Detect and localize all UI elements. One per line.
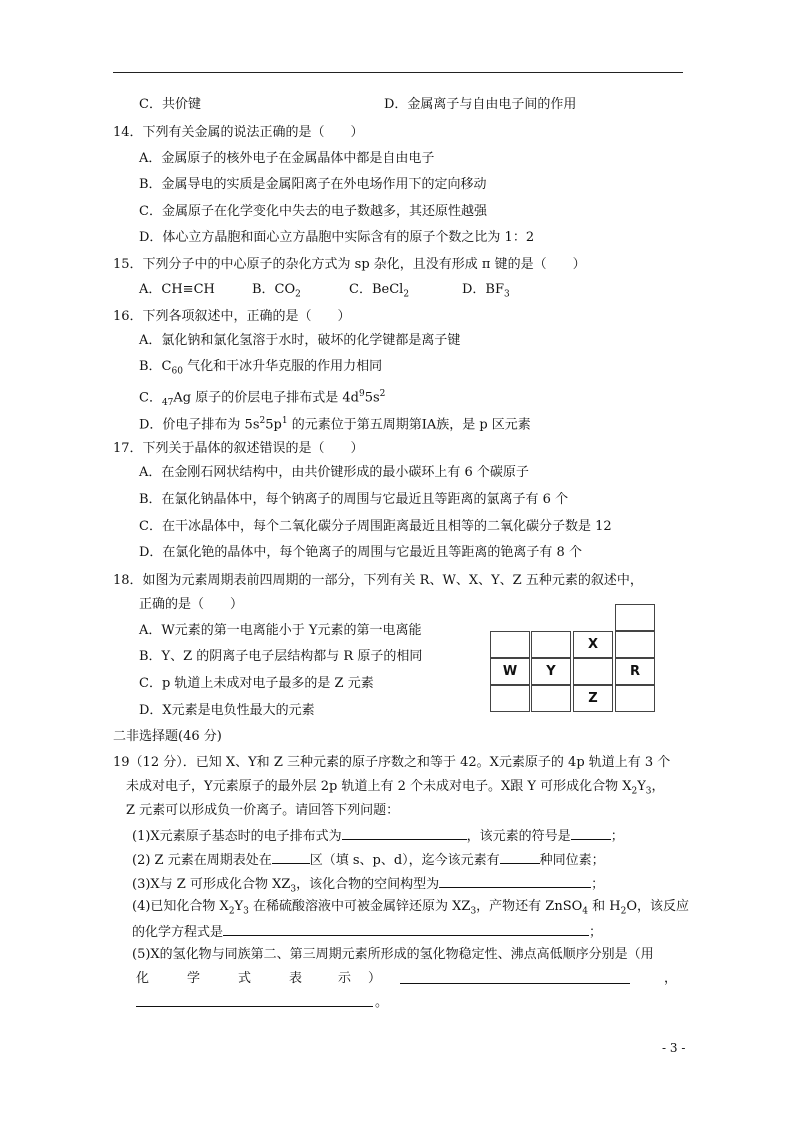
q19-part2: (2) Z 元素在周期表处在 区（填 s、p、d），迄今该元素有 种同位素；: [132, 850, 605, 870]
page-number: - 3 -: [662, 1041, 686, 1055]
q19-part3: (3)X与 Z 可形成化合物 $XZ_3$，该化合物的空间构型为 ；: [132, 874, 604, 899]
q19-part5-char: 学: [187, 971, 201, 986]
answer-blank[interactable]: [400, 970, 630, 984]
q16-option-d: D．价电子排布为 $5s^25p^1$ 的元素位于第五周期第ⅠA族，是 p 区元素: [139, 416, 531, 433]
q18-option-c: C．p 轨道上未成对电子最多的是 Z 元素: [139, 676, 374, 691]
q16-option-b: B．$C_{60}$ 气化和干冰升华克服的作用力相同: [139, 359, 383, 377]
table-cell: [615, 631, 655, 658]
table-cell: [490, 631, 530, 658]
q16-option-c: C．$_{47}$Ag 原子的价层电子排布式是 $4d^95s^2$: [139, 389, 386, 408]
table-cell-z: Z: [573, 685, 613, 712]
q18-stem-line2: 正确的是（ ）: [139, 597, 244, 612]
q14-option-c: C．金属原子在化学变化中失去的电子数越多，其还原性越强: [139, 204, 487, 219]
q19-part5-char: 表: [289, 971, 303, 986]
table-cell-w: W: [490, 658, 530, 685]
q19-line3: Z 元素可以形成负一价离子。请回答下列问题：: [126, 803, 400, 818]
q14-option-d: D．体心立方晶胞和面心立方晶胞中实际含有的原子个数之比为 1：2: [139, 230, 535, 245]
q19-line1: 19（12 分）．已知 X、Y和 Z 三种元素的原子序数之和等于 42。X元素原子的 4p 轨道上有 3 个: [113, 755, 671, 770]
q17-option-a: A．在金刚石网状结构中，由共价键形成的最小碳环上有 6 个碳原子: [139, 465, 529, 480]
q15-option-c: C．BeCl$_2$: [349, 282, 410, 300]
q19-part4-line2: 的化学方程式是 ；: [132, 922, 602, 942]
q13-option-d: D．金属离子与自由电子间的作用: [384, 97, 577, 112]
answer-blank[interactable]: [342, 826, 467, 840]
q18-option-a: A．W元素的第一电离能小于 Y元素的第一电离能: [139, 623, 422, 638]
table-cell-x: X: [573, 631, 613, 658]
answer-blank[interactable]: [439, 874, 591, 888]
q19-part5-line1: (5)X的氢化物与同族第二、第三周期元素所形成的氢化物稳定性、沸点高低顺序分别是（用: [132, 947, 654, 962]
q17-option-b: B．在氯化钠晶体中，每个钠离子的周围与它最近且等距离的氯离子有 6 个: [139, 492, 569, 507]
q19-line2: 未成对电子，Y元素原子的最外层 2p 轨道上有 2 个未成对电子。X跟 Y 可形成化合物 $X_2Y_3$，: [126, 779, 665, 797]
answer-blank[interactable]: [500, 850, 540, 864]
q17-option-c: C．在干冰晶体中，每个二氧化碳分子周围距离最近且相等的二氧化碳分子数是 12: [139, 519, 612, 534]
table-cell: [615, 685, 655, 712]
header-rule: [113, 72, 683, 73]
q15-option-b: B．$CO_2$: [252, 282, 301, 300]
q19-part5-char: 示: [338, 971, 352, 986]
q18-stem-line1: 18．如图为元素周期表前四周期的一部分，下列有关 R、W、X、Y、Z 五种元素的叙述中，: [113, 573, 643, 588]
q17-option-d: D．在氯化铯的晶体中，每个铯离子的周围与它最近且等距离的铯离子有 8 个: [139, 545, 582, 560]
q19-part5-char: 式: [238, 971, 252, 986]
table-cell-y: Y: [531, 658, 571, 685]
table-cell-r: R: [615, 658, 655, 685]
answer-blank[interactable]: [571, 826, 611, 840]
q19-part5-end: 。: [375, 995, 389, 1010]
q19-part5-char: ）: [368, 971, 382, 986]
q13-option-c: C．共价键: [139, 97, 201, 112]
q14-stem: 14．下列有关金属的说法正确的是（ ）: [113, 125, 364, 140]
q19-part5-char: 化: [136, 971, 150, 986]
answer-blank[interactable]: [136, 993, 373, 1007]
q15-stem: 15．下列分子中的中心原子的杂化方式为 sp 杂化，且没有形成 π 键的是（ ）: [113, 257, 586, 272]
q18-option-b: B．Y、Z 的阴离子电子层结构都与 R 原子的相同: [139, 649, 423, 664]
table-cell: [531, 631, 571, 658]
table-cell: [531, 685, 571, 712]
q14-option-a: A．金属原子的核外电子在金属晶体中都是自由电子: [139, 151, 435, 166]
q16-stem: 16．下列各项叙述中，正确的是（ ）: [113, 309, 351, 324]
section-heading: 二非选择题(46 分): [113, 729, 222, 744]
q15-option-d: D．$BF_3$: [462, 282, 510, 300]
q19-part1: (1)X元素原子基态时的电子排布式为 ，该元素的符号是 ；: [132, 826, 624, 846]
q19-part5-comma: ，: [664, 971, 678, 986]
table-cell: [615, 604, 655, 631]
q19-part4-line1: (4)已知化合物 $X_2Y_3$ 在稀硫酸溶液中可被金属锌还原为 $XZ_3$，产物还有 ZnSO$_4$ 和 $H_2O$，该反应: [132, 899, 690, 917]
answer-blank[interactable]: [223, 922, 589, 936]
q15-option-a: A．CH≡CH: [139, 282, 215, 297]
table-cell: [573, 658, 613, 685]
q14-option-b: B．金属导电的实质是金属阳离子在外电场作用下的定向移动: [139, 177, 487, 192]
q16-option-a: A．氯化钠和氯化氢溶于水时，破坏的化学键都是离子键: [139, 333, 461, 348]
answer-blank[interactable]: [272, 850, 310, 864]
q18-option-d: D．X元素是电负性最大的元素: [139, 703, 315, 718]
q17-stem: 17．下列关于晶体的叙述错误的是（ ）: [113, 441, 364, 456]
table-cell: [490, 685, 530, 712]
